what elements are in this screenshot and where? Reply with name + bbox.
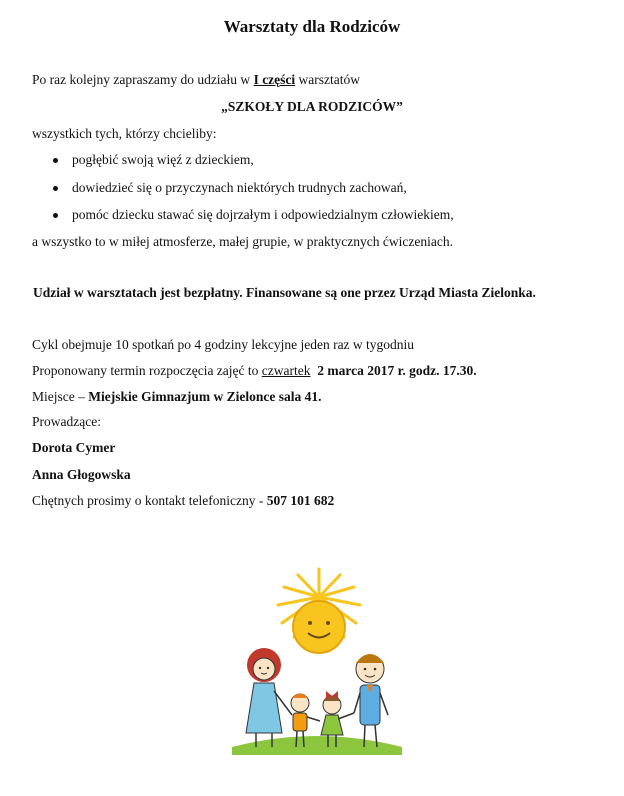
closing-line: a wszystko to w miłej atmosferze, małej grupie, w praktycznych ćwiczeniach. [32, 234, 453, 249]
free-notice: Udział w warsztatach jest bezpłatny. Finansowane są one przez Urząd Miasta Zielonka. [33, 285, 536, 300]
place-value: Miejskie Gimnazjum w Zielonce sala 41. [88, 389, 322, 404]
host-name: Anna Głogowska [32, 467, 131, 482]
host-name: Dorota Cymer [32, 440, 116, 455]
start-day: czwartek [261, 363, 311, 378]
intro-highlight: I części [253, 72, 296, 87]
contact-line [32, 493, 334, 509]
bullet-item: dowiedzieć się o przyczynach niektórych trudnych zachowań, [72, 180, 407, 195]
start-date: 2 marca 2017 r. godz. 17.30. [310, 363, 477, 378]
bullet-dot [53, 158, 58, 163]
bullet-dot [53, 186, 58, 191]
intro-line [32, 72, 360, 88]
cycle-line: Cykl obejmuje 10 spotkań po 4 godziny lekcyjne jeden raz w tygodniu [32, 337, 415, 352]
intro-text: Po raz kolejny zapraszamy do udziału w [32, 72, 254, 87]
audience-line: wszystkich tych, którzy chcieliby: [32, 126, 217, 141]
bullet-dot [53, 213, 58, 218]
start-text: Proponowany termin rozpoczęcia zajęć to [32, 363, 262, 378]
place-label: Miejsce – [32, 389, 89, 404]
contact-text: Chętnych prosimy o kontakt telefoniczny - [32, 493, 267, 508]
sun-icon [278, 569, 360, 653]
bullet-item: pomóc dziecku stawać się dojrzałym i odpowiedzialnym człowiekiem, [72, 207, 454, 222]
hosts-label: Prowadzące: [32, 414, 101, 429]
bullet-item: pogłębić swoją więź z dzieckiem, [72, 152, 254, 167]
page-title: Warsztaty dla Rodziców [223, 17, 401, 36]
program-name: „SZKOŁY DLA RODZICÓW” [221, 99, 403, 114]
intro-text-end: warsztatów [295, 72, 361, 87]
family-illustration [222, 565, 412, 755]
place-line [32, 389, 321, 405]
contact-phone: 507 101 682 [266, 493, 335, 508]
start-line [32, 363, 477, 379]
